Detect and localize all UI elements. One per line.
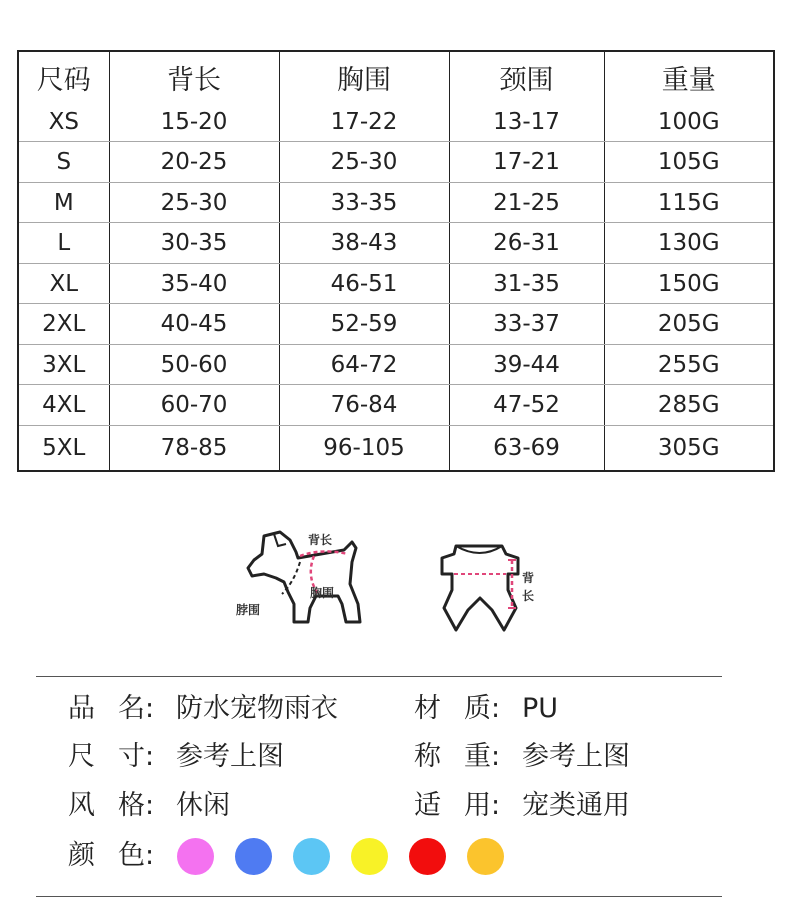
- chest-cell: 25-30: [279, 142, 449, 183]
- coat-back-label-1: 背: [522, 571, 535, 585]
- size-cell: S: [19, 142, 109, 183]
- neck-line: [282, 562, 300, 594]
- weight-cell: 305G: [657, 435, 720, 461]
- neck-cell: 31-35: [449, 263, 604, 304]
- weight-cell: 115G: [604, 182, 773, 223]
- table-row: [19, 304, 773, 345]
- neck-label: 脖围: [236, 603, 261, 617]
- column-header-chest: 胸围: [279, 52, 449, 102]
- dog-outline: [248, 532, 360, 622]
- color-swatch-pink[interactable]: [177, 838, 214, 875]
- color-swatch-yellow[interactable]: [351, 838, 388, 875]
- weight-cell: 105G: [604, 142, 773, 183]
- size-cell: 4XL: [19, 385, 109, 426]
- color-swatch-blue[interactable]: [235, 838, 272, 875]
- back-length-cell: 78-85: [109, 426, 279, 471]
- color-swatch-light-blue[interactable]: [293, 838, 330, 875]
- size-cell: 5XL: [19, 426, 109, 471]
- coat-outline: [442, 546, 518, 630]
- usage-label: 适 用:: [414, 790, 501, 821]
- chest-cell: 96-105: [279, 426, 449, 471]
- chest-cell: 17-22: [279, 102, 449, 142]
- back-length-label: 背长: [308, 533, 333, 547]
- table-header-row: [19, 52, 773, 102]
- back-length-cell: 25-30: [109, 182, 279, 223]
- chest-cell: 33-35: [279, 182, 449, 223]
- weight-row: [414, 740, 630, 774]
- column-header-weight: 重量: [661, 64, 716, 96]
- weight-label: 称 重:: [414, 741, 501, 772]
- size-cell: XL: [19, 263, 109, 304]
- divider-bottom: [36, 896, 722, 897]
- table-row: [19, 102, 773, 142]
- size-cell: 2XL: [19, 304, 109, 345]
- table-row: [19, 385, 773, 426]
- back-length-cell: 20-25: [109, 142, 279, 183]
- chest-label: 胸围: [310, 586, 335, 600]
- column-header-back-length: 背长: [109, 52, 279, 102]
- size-cell: XS: [19, 102, 109, 142]
- weight-cell: 255G: [604, 344, 773, 385]
- dog-measurement-diagram: [234, 522, 374, 632]
- neck-cell: 63-69: [449, 426, 604, 471]
- color-swatches: [177, 838, 504, 876]
- chest-cell: 38-43: [279, 223, 449, 264]
- color-swatch-red[interactable]: [409, 838, 446, 875]
- table-row: [19, 344, 773, 385]
- divider-top: [36, 676, 722, 677]
- style-value: 休闲: [176, 790, 230, 821]
- weight-cell: 285G: [604, 385, 773, 426]
- color-row: [68, 839, 176, 873]
- weight-cell: 130G: [604, 223, 773, 264]
- usage-value: 宠类通用: [522, 790, 630, 821]
- back-length-cell: 30-35: [109, 223, 279, 264]
- coat-measurement-diagram: [436, 538, 556, 638]
- weight-cell: 100G: [604, 102, 773, 142]
- column-header-neck: 颈围: [449, 52, 604, 102]
- size-row: [68, 740, 284, 774]
- table-row: [19, 426, 773, 471]
- chest-cell: 64-72: [279, 344, 449, 385]
- neck-cell: 17-21: [449, 142, 604, 183]
- back-length-cell: 15-20: [109, 102, 279, 142]
- neck-cell: 47-52: [449, 385, 604, 426]
- column-header-size: 尺码: [19, 52, 109, 102]
- size-chart: [17, 50, 775, 472]
- chest-cell: 52-59: [279, 304, 449, 345]
- product-name-row: [68, 692, 338, 726]
- neck-cell: 26-31: [449, 223, 604, 264]
- material-row: [414, 692, 558, 726]
- neck-cell: 39-44: [449, 344, 604, 385]
- material-label: 材 质:: [414, 693, 501, 724]
- weight-cell: 150G: [604, 263, 773, 304]
- table-row: [19, 263, 773, 304]
- product-name-value: 防水宠物雨衣: [176, 693, 338, 724]
- weight-value: 参考上图: [522, 741, 630, 772]
- style-label: 风 格:: [68, 790, 155, 821]
- neck-cell: 21-25: [449, 182, 604, 223]
- chest-cell: 76-84: [279, 385, 449, 426]
- size-cell: 3XL: [19, 344, 109, 385]
- neck-cell: 33-37: [449, 304, 604, 345]
- back-length-cell: 60-70: [109, 385, 279, 426]
- weight-cell: 205G: [604, 304, 773, 345]
- coat-back-label-2: 长: [522, 589, 535, 603]
- style-row: [68, 789, 230, 823]
- size-label: 尺 寸:: [68, 741, 155, 772]
- size-table: [19, 52, 773, 470]
- product-name-label: 品 名:: [68, 693, 155, 724]
- size-cell: M: [19, 182, 109, 223]
- back-length-cell: 35-40: [109, 263, 279, 304]
- table-row: [19, 142, 773, 183]
- color-swatch-orange[interactable]: [467, 838, 504, 875]
- table-row: [19, 182, 773, 223]
- back-length-cell: 40-45: [109, 304, 279, 345]
- back-length-cell: 50-60: [109, 344, 279, 385]
- neck-cell: 13-17: [449, 102, 604, 142]
- material-value: PU: [522, 693, 559, 724]
- size-value: 参考上图: [176, 741, 284, 772]
- color-label: 颜 色:: [68, 840, 155, 871]
- chest-cell: 46-51: [279, 263, 449, 304]
- size-cell: L: [19, 223, 109, 264]
- table-row: [19, 223, 773, 264]
- usage-row: [414, 789, 630, 823]
